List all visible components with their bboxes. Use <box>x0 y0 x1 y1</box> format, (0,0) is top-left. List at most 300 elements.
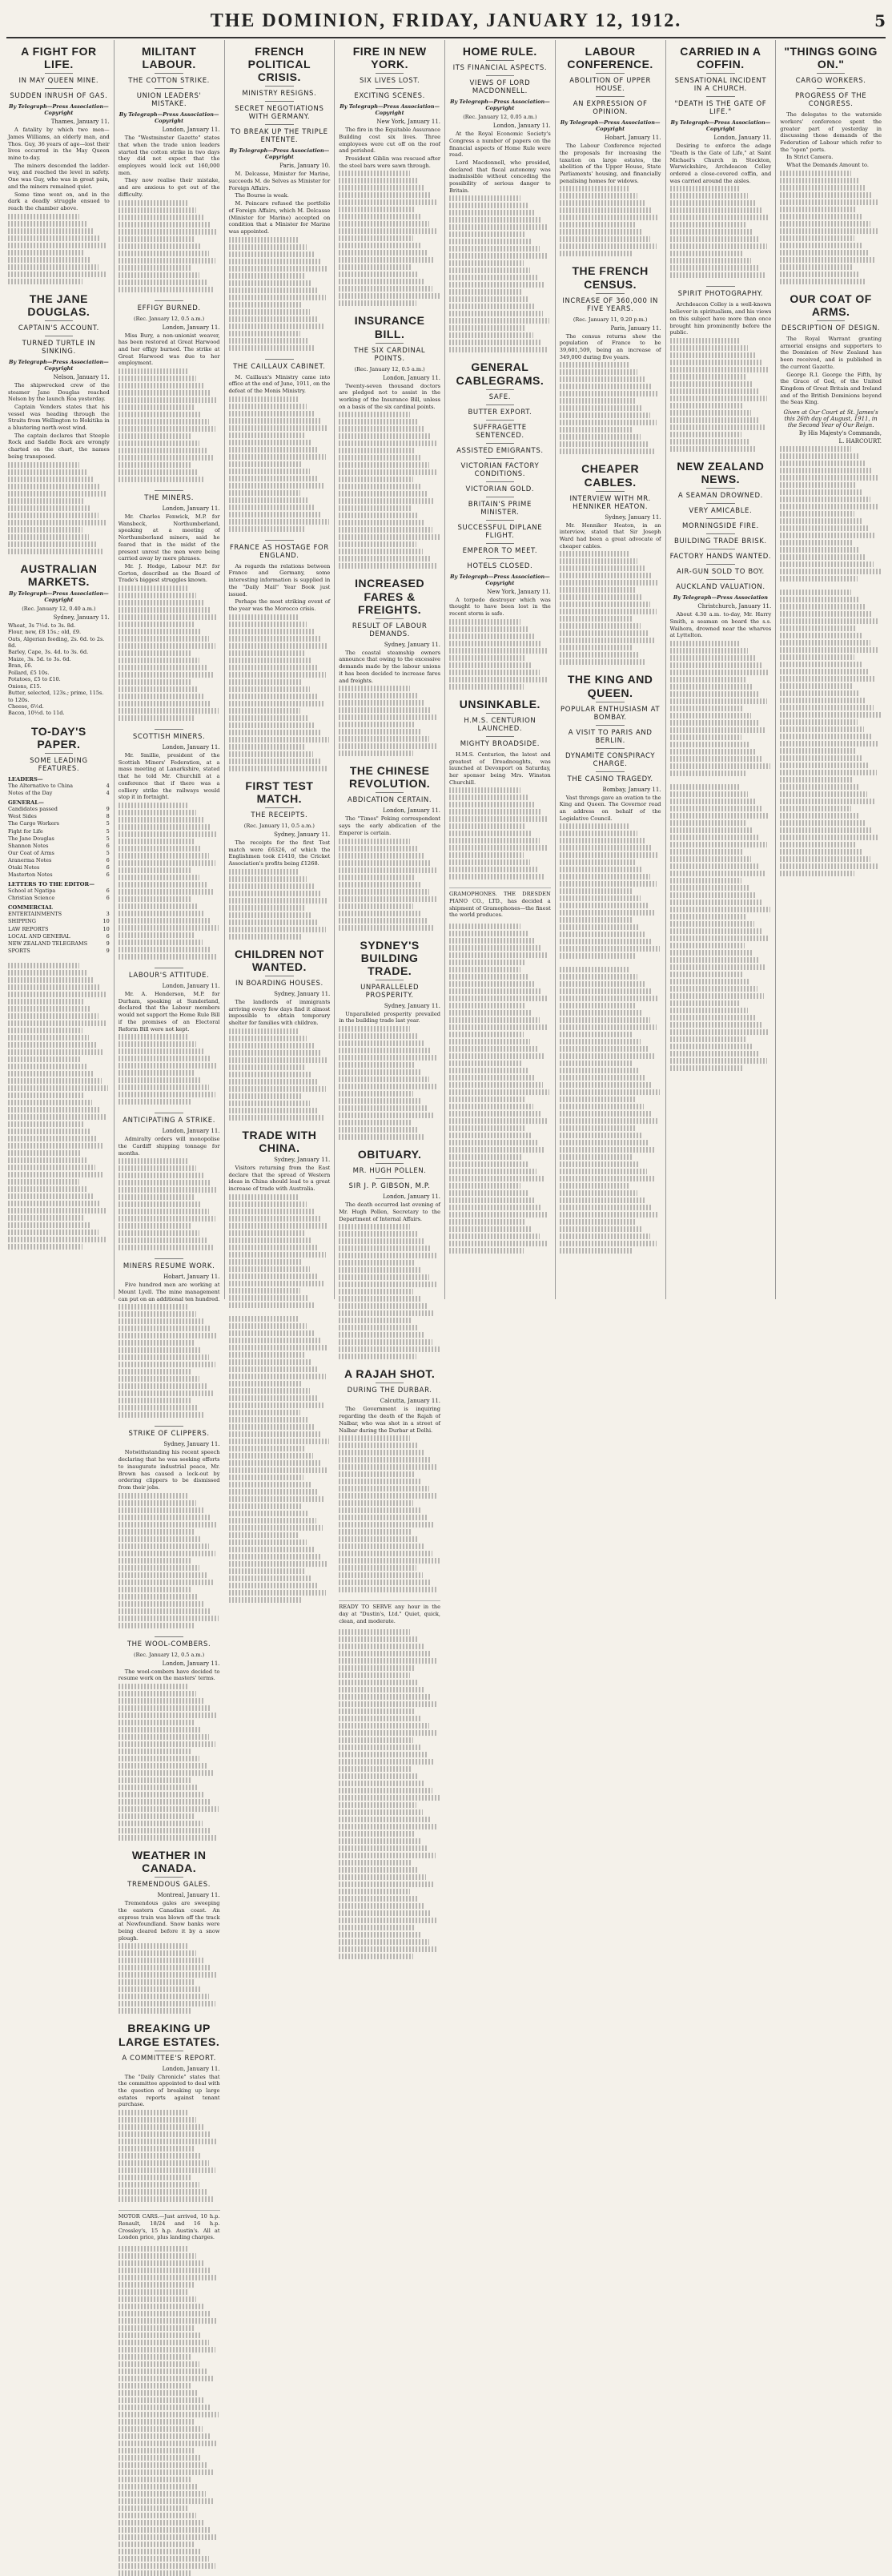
body-text-filler <box>119 636 209 642</box>
body-text-filler <box>229 1093 303 1099</box>
toc-page: 4 <box>106 790 110 797</box>
body-text-filler <box>119 1684 190 1689</box>
body-text-filler <box>229 309 310 315</box>
body-text-filler <box>119 2008 193 2014</box>
subheadline: INTERVIEW WITH MR. HENNIKER HEATON. <box>569 494 651 511</box>
body-text-filler <box>229 1050 321 1056</box>
column-6 <box>555 40 665 1299</box>
subheadline: THE WOOL-COMBERS. <box>127 1640 211 1648</box>
body-text-filler <box>119 1238 207 1243</box>
body-text-filler <box>560 616 634 622</box>
body-text-filler <box>119 2534 218 2540</box>
body-text-filler <box>229 1115 324 1121</box>
body-text-filler <box>229 1597 303 1603</box>
dateline: London, January 11. <box>162 744 220 751</box>
body-text-filler <box>229 526 306 532</box>
body-text-filler <box>560 587 636 593</box>
body-text-filler <box>229 869 300 875</box>
body-text-filler <box>449 268 530 273</box>
body-text-filler <box>119 412 202 417</box>
toc-page: 9 <box>106 947 110 954</box>
body-text-filler <box>670 784 741 790</box>
body-text-filler <box>560 1205 652 1210</box>
body-text-filler <box>8 221 86 227</box>
body-text-filler <box>119 2189 207 2195</box>
body-text-filler <box>339 1296 420 1302</box>
body-text-filler <box>449 217 541 223</box>
dateline: Paris, January 10. <box>279 163 331 170</box>
body-text-filler <box>449 253 547 259</box>
paragraph: Notwithstanding his recent speech declaring that he was seeking efforts to inaugurate industrial peace, Mr. Brown has caused a lock-out by ordering clippers to be dismissed from their jobs. <box>118 1449 220 1491</box>
body-text-filler <box>339 1346 439 1352</box>
body-text-filler <box>8 1237 106 1242</box>
body-text-filler <box>670 756 764 762</box>
body-text-filler <box>670 698 768 704</box>
divider <box>155 73 183 74</box>
paragraph: In Strict Camera. <box>786 154 834 161</box>
body-text-filler <box>449 655 525 661</box>
body-text-filler <box>449 1154 522 1160</box>
toc-label: Candidates passed <box>8 806 58 813</box>
body-text-filler <box>119 2296 197 2302</box>
body-text-filler <box>119 1405 198 1411</box>
body-text-filler <box>339 1260 415 1266</box>
body-text-filler <box>8 1193 93 1199</box>
divider <box>376 1178 404 1179</box>
column-container <box>6 40 886 2241</box>
dateline: Sydney, January 11. <box>274 831 331 838</box>
body-text-filler <box>229 1439 329 1444</box>
body-text-filler <box>119 1741 216 1747</box>
body-text-filler <box>8 235 100 241</box>
body-text-filler <box>339 1231 417 1237</box>
subheadline: UNION LEADERS' MISTAKE. <box>136 92 202 109</box>
body-text-filler <box>560 903 648 908</box>
subheadline: STRIKE OF CLIPPERS. <box>128 1430 210 1439</box>
body-text-filler <box>339 700 424 706</box>
body-text-filler <box>449 641 541 646</box>
body-text-filler <box>780 272 859 277</box>
divider <box>155 1426 183 1427</box>
toc-page: 4 <box>106 783 110 790</box>
body-text-filler <box>670 957 760 963</box>
body-text-filler <box>339 1932 422 1938</box>
subheadline: SUFFRAGETTE SENTENCED. <box>472 423 527 440</box>
body-text-filler <box>119 629 202 634</box>
divider <box>596 771 624 772</box>
body-text-filler <box>780 791 867 797</box>
body-text-filler <box>229 934 303 940</box>
body-text-filler <box>229 636 321 642</box>
body-text-filler <box>229 469 310 474</box>
body-text-filler <box>119 1594 198 1600</box>
paragraph: The fire in the Equitable Assurance Building cost six lives. Three employees were cut off on the roof and perished. <box>339 127 440 155</box>
body-text-filler <box>560 630 648 636</box>
body-text-filler <box>339 1084 436 1089</box>
body-text-filler <box>670 403 745 409</box>
body-text-filler <box>229 1547 314 1552</box>
body-text-filler <box>119 2167 216 2173</box>
body-text-filler <box>229 614 300 620</box>
body-text-filler <box>229 411 314 417</box>
body-text-filler <box>229 273 305 279</box>
body-text-filler <box>229 1101 310 1106</box>
body-text-filler <box>119 715 195 721</box>
subheadline: TO BREAK UP THE TRIPLE ENTENTE. <box>231 128 328 145</box>
body-text-filler <box>8 1186 86 1192</box>
body-text-filler <box>229 1345 328 1350</box>
paragraph: The wool-combers have decided to resume work on the masters' terms. <box>118 1668 220 1682</box>
body-text-filler <box>339 1253 438 1258</box>
body-text-filler <box>339 860 431 866</box>
body-text-filler <box>670 713 751 718</box>
body-text-filler <box>229 1431 323 1437</box>
divider <box>596 293 624 294</box>
paragraph: Mr. Smillie, president of the Scottish Miners' Federation, at a mass meeting at Lanarkshire, stated that he told Mr. Churchill at a conference that if there was a colliery strike the railways would stop it in fortnight. <box>118 752 220 801</box>
body-text-filler <box>119 455 214 461</box>
body-text-filler <box>119 1412 205 1418</box>
body-text-filler <box>339 214 422 219</box>
body-text-filler <box>339 1788 432 1793</box>
body-text-filler <box>339 541 416 547</box>
subheadline: SUDDEN INRUSH OF GAS. <box>10 92 108 101</box>
paragraph: A torpedo destroyer which was thought to have been lost in the recent storm is safe. <box>449 596 551 618</box>
body-text-filler <box>119 911 205 916</box>
headline: AUSTRALIAN MARKETS. <box>20 561 98 588</box>
body-text-filler <box>339 1672 410 1678</box>
article <box>119 45 220 292</box>
body-text-filler <box>670 193 749 199</box>
body-text-filler <box>119 215 203 220</box>
body-text-filler <box>449 838 540 843</box>
body-text-filler <box>339 1809 423 1815</box>
body-text-filler <box>780 647 878 653</box>
body-text-filler <box>119 1972 218 1978</box>
body-text-filler <box>449 845 547 851</box>
article <box>670 460 772 776</box>
body-text-filler <box>8 1064 87 1069</box>
body-text-filler <box>8 1157 88 1163</box>
body-text-filler <box>780 748 855 754</box>
body-text-filler <box>229 1274 317 1279</box>
divider <box>486 458 514 459</box>
body-text-filler <box>780 540 852 545</box>
subheadline: H.M.S. CENTURION LAUNCHED. <box>464 716 536 733</box>
body-text-filler <box>780 279 866 284</box>
body-text-filler <box>339 1874 426 1880</box>
body-text-filler <box>119 932 195 938</box>
body-text-filler <box>119 889 214 895</box>
body-text-filler <box>339 1098 420 1104</box>
headline: FIRST TEST MATCH. <box>245 779 314 805</box>
body-text-filler <box>339 505 411 511</box>
body-text-filler <box>119 1623 195 1628</box>
body-text-filler <box>119 1720 195 1725</box>
body-text-filler <box>119 448 207 453</box>
body-text-filler <box>560 974 638 980</box>
body-text-filler <box>229 1525 323 1531</box>
body-text-filler <box>119 1943 190 1949</box>
body-text-filler <box>119 2318 218 2324</box>
toc-label: Masterton Notes <box>8 871 53 879</box>
body-text-filler <box>560 838 645 843</box>
body-text-filler <box>339 455 422 461</box>
headline: CARRIED IN A COFFIN. <box>680 45 761 71</box>
body-text-filler <box>119 236 195 242</box>
subheadline: RESULT OF LABOUR DEMANDS. <box>352 622 428 638</box>
headline: FRENCH POLITICAL CRISIS. <box>247 45 311 84</box>
body-text-filler <box>119 2001 216 2006</box>
body-text-filler <box>560 558 638 564</box>
divider <box>265 540 293 541</box>
body-text-filler <box>449 809 541 815</box>
body-text-filler <box>8 1013 98 1019</box>
body-text-filler <box>339 199 438 205</box>
received-time: (Rec. January 12, 0.5 a.m.) <box>134 1651 205 1658</box>
body-text-filler <box>229 266 328 272</box>
body-text-filler <box>780 712 880 718</box>
body-text-filler <box>119 272 199 278</box>
body-text-filler <box>119 2117 197 2123</box>
headline: THE FRENCH CENSUS. <box>572 264 649 291</box>
body-text-filler <box>780 863 878 869</box>
body-text-filler <box>449 1147 545 1153</box>
subheadline: VICTORIAN FACTORY CONDITIONS. <box>460 461 540 478</box>
headline: CHEAPER CABLES. <box>581 462 640 489</box>
body-text-filler <box>670 215 769 220</box>
market-line: Oats, Algerian feeding, 2s. 6d. to 2s. 8d. <box>8 635 105 650</box>
body-text-filler <box>229 433 305 438</box>
body-text-filler <box>670 706 745 711</box>
body-text-filler <box>449 1226 532 1232</box>
body-text-filler <box>229 1453 313 1459</box>
article <box>339 939 440 1141</box>
body-text-filler <box>449 304 536 309</box>
body-text-filler <box>229 1072 312 1077</box>
body-text-filler <box>119 607 211 613</box>
headline: THE CHINESE REVOLUTION. <box>349 764 431 791</box>
body-text-filler <box>119 1049 203 1054</box>
body-text-filler <box>339 1303 427 1309</box>
body-text-filler <box>670 1029 769 1035</box>
subheadline: SOME LEADING FEATURES. <box>30 757 88 774</box>
article <box>8 562 110 717</box>
body-text-filler <box>339 911 420 916</box>
body-text-filler <box>560 874 650 879</box>
body-text-filler <box>670 446 757 452</box>
toc-page: 5 <box>106 820 110 827</box>
body-text-filler <box>560 236 650 242</box>
body-text-filler <box>449 203 528 208</box>
paragraph: Mr. Charles Fenwick, M.P. for Wansbeck, Northumberland, speaking at a meeting of Northumberland miners, said he feared that in the midst of the present unrest the men were being carried away by mere phrases. <box>118 513 220 562</box>
body-text-filler <box>229 1366 319 1372</box>
body-text-filler <box>119 1551 216 1556</box>
toc-page: 6 <box>106 895 110 902</box>
body-text-filler <box>670 222 746 227</box>
subheadline: IN MAY QUEEN MINE. <box>18 77 99 86</box>
toc-page: 8 <box>106 813 110 820</box>
body-text-filler <box>8 541 96 547</box>
body-text-filler <box>339 1282 436 1287</box>
body-text-filler <box>560 609 657 614</box>
article <box>119 1426 220 1628</box>
body-text-filler <box>119 1792 205 1797</box>
article <box>560 264 661 454</box>
paragraph: Five hundred men are working at Mount Lyell. The mine management can put on an additional ten hundred. <box>118 1282 220 1302</box>
warrant-date: Given at Our Court at St. James's this 26th day of August, 1911, in the Second Year of Our Reign. <box>783 409 878 429</box>
body-text-filler <box>339 1889 410 1894</box>
body-text-filler <box>119 390 211 396</box>
body-text-filler <box>339 1040 424 1046</box>
body-text-filler <box>339 1954 413 1959</box>
byline: By Telegraph—Press Association—Copyright <box>9 103 109 117</box>
paragraph: What the Demands Amount to. <box>786 162 869 169</box>
dateline: Sydney, January 11. <box>274 1156 331 1163</box>
body-text-filler <box>339 853 424 859</box>
body-text-filler <box>119 1056 211 1061</box>
body-text-filler <box>780 446 851 452</box>
body-text-filler <box>449 938 534 944</box>
body-text-filler <box>119 1194 195 1200</box>
divider <box>155 729 183 730</box>
body-text-filler <box>560 1118 658 1124</box>
body-text-filler <box>449 1140 539 1145</box>
body-text-filler <box>560 449 655 454</box>
toc-label: Otaki Notes <box>8 863 40 871</box>
body-text-filler <box>119 2397 205 2403</box>
body-text-filler <box>670 417 758 423</box>
body-text-filler <box>339 1730 436 1736</box>
body-text-filler <box>670 662 762 668</box>
body-text-filler <box>560 932 646 937</box>
body-text-filler <box>670 885 749 891</box>
body-text-filler <box>339 1443 417 1448</box>
body-text-filler <box>560 398 636 404</box>
body-text-filler <box>670 1015 755 1020</box>
body-text-filler <box>670 352 755 358</box>
body-text-filler <box>339 1464 438 1470</box>
article <box>119 490 220 721</box>
body-text-filler <box>119 1806 219 1812</box>
body-text-filler <box>339 1055 438 1061</box>
body-text-filler <box>449 231 525 237</box>
body-text-filler <box>780 683 852 689</box>
body-text-filler <box>780 669 868 674</box>
toc-label: NEW ZEALAND TELEGRAMS <box>8 940 88 947</box>
body-text-filler <box>560 566 645 571</box>
body-text-filler <box>780 827 872 833</box>
paragraph: Unparalleled prosperity prevailed in the building trade last year. <box>339 1010 440 1024</box>
paragraph: Tremendous gales are sweeping the eastern Canadian coast. An express train was blown off the track at Newfoundland. Snow banks were being cleared before it by a snow plough. <box>118 1900 220 1942</box>
body-text-filler <box>780 468 872 473</box>
article <box>339 1367 440 1592</box>
divider <box>155 88 183 89</box>
body-text-filler <box>339 1766 411 1772</box>
body-text-filler <box>339 527 432 533</box>
body-text-filler <box>119 1165 197 1171</box>
body-text-filler <box>119 665 207 670</box>
body-text-filler <box>560 1183 631 1189</box>
body-text-filler <box>8 1078 102 1084</box>
body-text-filler <box>339 1867 419 1873</box>
body-text-filler <box>229 1281 324 1286</box>
body-text-filler <box>670 878 742 883</box>
subheadline: THE MINERS. <box>144 494 195 503</box>
divider <box>155 1258 183 1259</box>
body-text-filler <box>780 214 863 219</box>
dateline: London, January 11. <box>162 1128 220 1135</box>
body-text-filler <box>339 1507 420 1513</box>
body-text-filler <box>119 462 191 468</box>
body-text-filler <box>229 1532 300 1538</box>
body-text-filler <box>339 498 434 504</box>
divider <box>486 736 514 737</box>
body-text-filler <box>449 619 520 625</box>
body-text-filler <box>229 512 323 517</box>
body-text-filler <box>229 759 320 764</box>
subheadline: FACTORY HANDS WANTED. <box>669 553 772 561</box>
body-text-filler <box>119 1958 203 1963</box>
body-text-filler <box>229 730 323 735</box>
body-text-filler <box>339 469 436 475</box>
body-text-filler <box>449 952 548 958</box>
byline: By Telegraph—Press Association—Copyright <box>340 103 440 117</box>
body-text-filler <box>449 1234 540 1239</box>
body-text-filler <box>229 1395 317 1401</box>
body-text-filler <box>670 835 761 840</box>
body-text-filler <box>119 2477 191 2482</box>
body-text-filler <box>339 272 418 277</box>
body-text-filler <box>8 527 82 533</box>
toc-page: 6 <box>106 842 110 849</box>
headline: THE JANE DOUGLAS. <box>27 292 90 318</box>
body-text-filler <box>119 1770 214 1776</box>
body-text-filler <box>8 505 91 511</box>
body-text-filler <box>339 462 429 468</box>
dateline: Bombay, January 11. <box>602 786 661 793</box>
headline: OBITUARY. <box>357 1148 422 1161</box>
dateline: Paris, January 11. <box>610 324 661 332</box>
body-text-filler <box>119 586 190 591</box>
body-text-filler <box>119 2289 190 2295</box>
toc-label: The Jane Douglas <box>8 835 54 842</box>
body-text-filler <box>560 910 655 916</box>
body-text-filler <box>780 770 876 775</box>
body-text-filler <box>119 1727 202 1733</box>
body-text-filler <box>229 1330 314 1336</box>
byline: By Telegraph—Press Association—Copyright <box>560 119 661 133</box>
body-text-filler <box>339 520 425 525</box>
body-text-filler <box>229 1446 306 1451</box>
subheadline: EXCITING SCENES. <box>354 92 425 101</box>
body-text-filler <box>560 441 648 447</box>
body-text-filler <box>560 594 643 600</box>
body-text-filler <box>8 462 79 468</box>
body-text-filler <box>119 2275 218 2280</box>
body-text-filler <box>339 1860 412 1866</box>
body-text-filler <box>119 1099 193 1105</box>
body-text-filler <box>339 1325 418 1330</box>
body-text-filler <box>119 1705 211 1711</box>
body-text-filler <box>8 1165 95 1170</box>
body-text-filler <box>229 905 305 911</box>
divider <box>265 86 293 87</box>
body-text-filler <box>449 1061 521 1066</box>
body-text-filler <box>119 882 207 888</box>
body-text-filler <box>339 412 410 417</box>
subheadline: THE COTTON STRIKE. <box>128 77 210 86</box>
column-4 <box>334 40 444 1624</box>
